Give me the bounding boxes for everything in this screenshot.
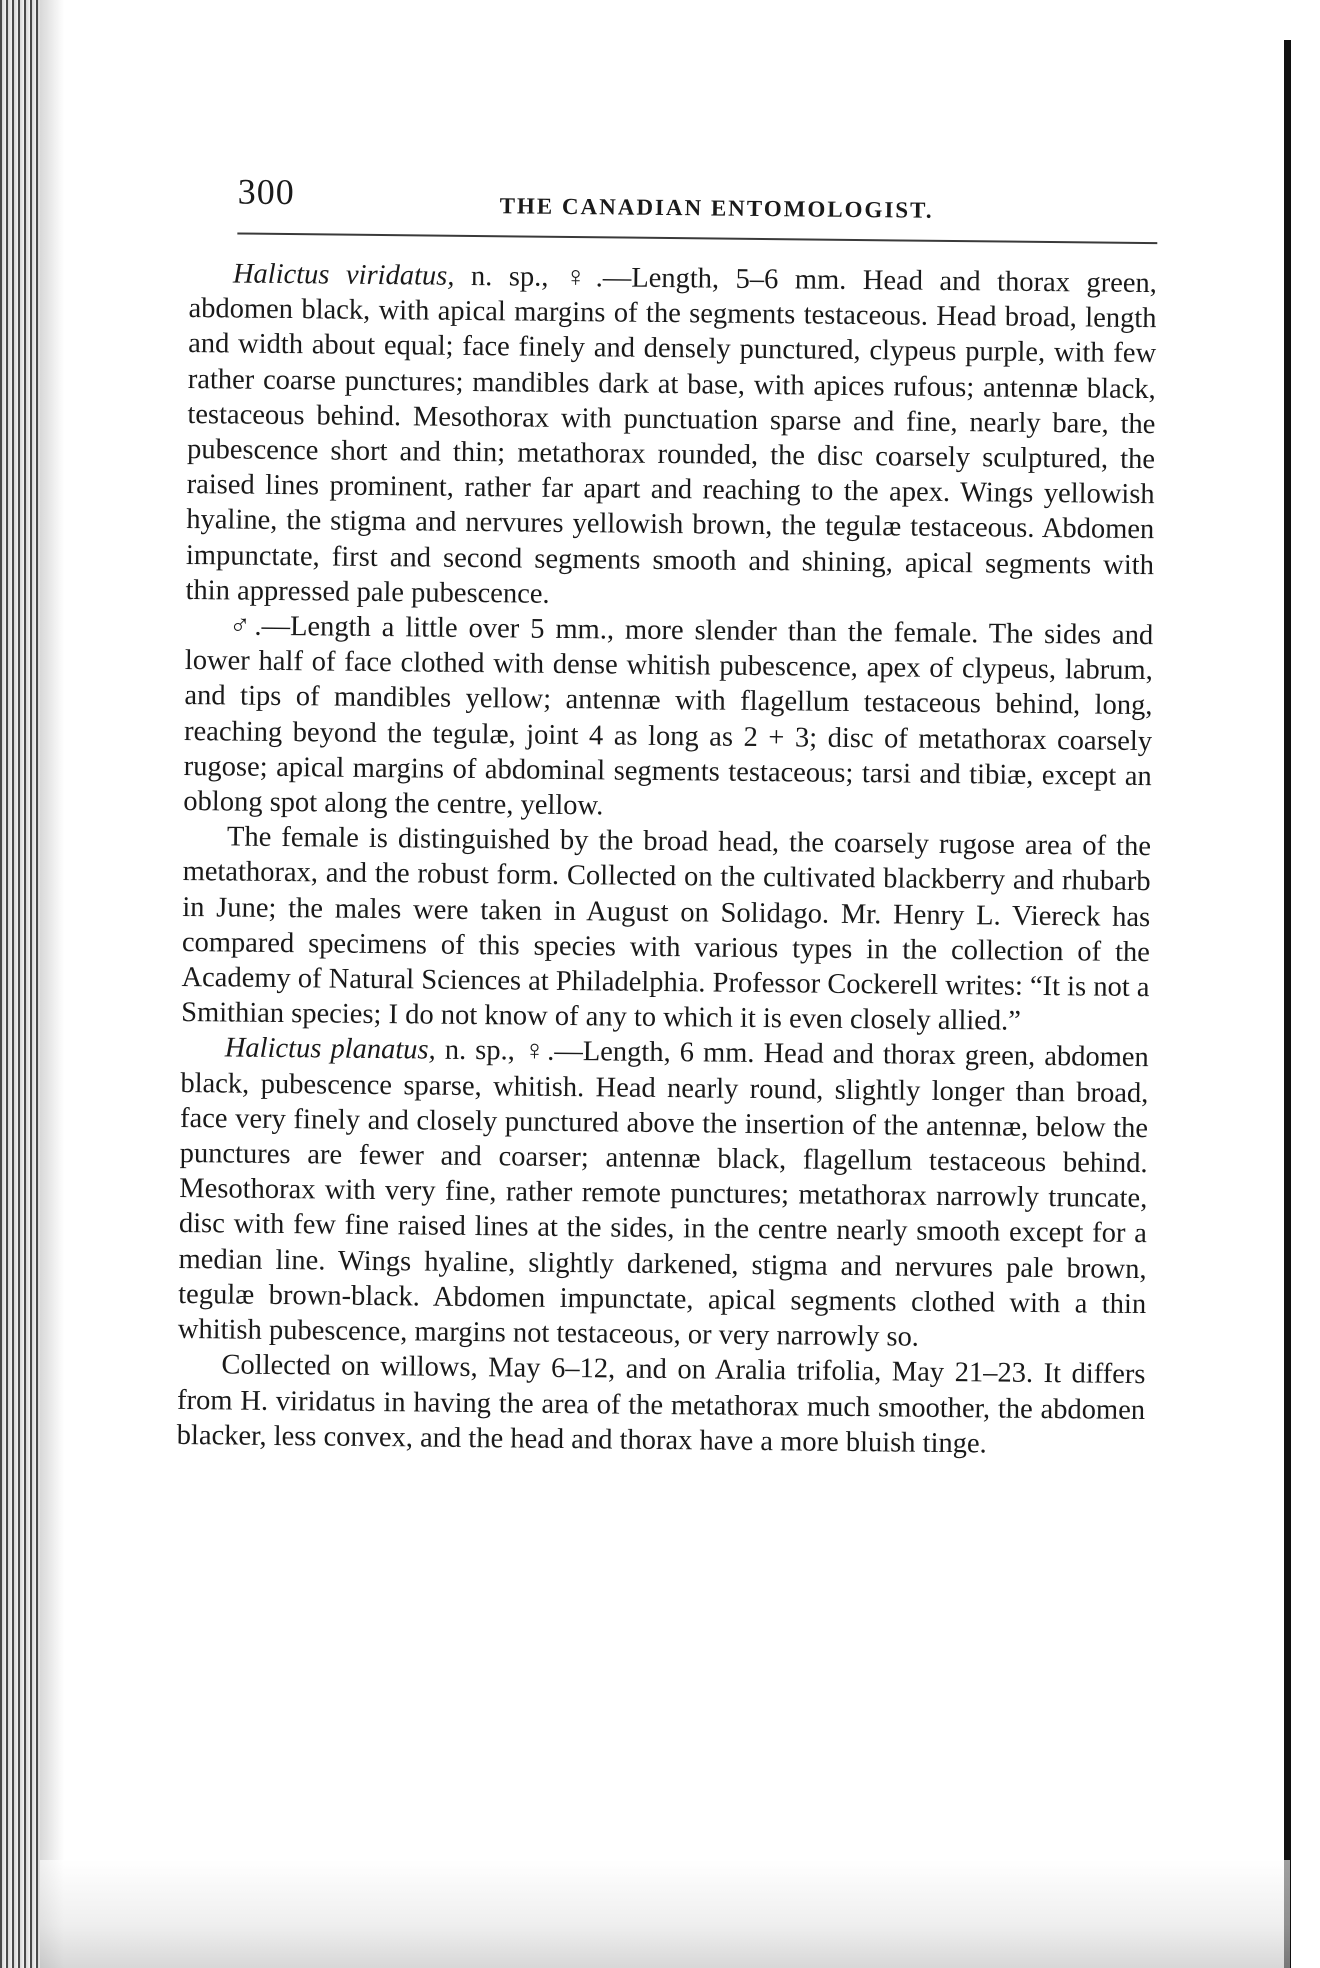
paragraph-text: Collected on willows, May 6–12, and on Aralia trifolia, May 21–23. It differs from H. viridatus in having the area of the metathorax much smoother, the abdomen blacker, less convex, and the head and thorax have a more bluish tinge. <box>176 1349 1146 1460</box>
paragraph-text: n. sp., ♀.—Length, 6 mm. Head and thorax green, abdomen black, pubescence sparse, whitish. Head nearly round, slightly longer than broad, face very finely and closely punctured above the insertion of the antennæ, below the punctures are fewer and coarser; antennæ black, flagellum testaceous behind. Mesothorax with very fine, rather remote punctures; metathorax narrowly truncate, disc with few fine raised lines at the sides, in the centre nearly smooth except for a median line. Wings hyaline, slightly darkened, stigma and nervures pale brown, tegulæ brown-black. Abdomen impunctate, apical segments clothed with a thin whitish pubescence, margins not testaceous, or very narrowly so. <box>177 1035 1149 1353</box>
paragraph-viridatus-notes <box>181 819 1151 1040</box>
page-number: 300 <box>237 171 295 213</box>
paragraph-viridatus-male <box>183 608 1153 829</box>
document-page <box>174 170 1180 1740</box>
page-edge-shadow <box>40 0 64 1968</box>
body-text <box>177 256 1157 1463</box>
paragraph-text: ♂.—Length a little over 5 mm., more slender than the female. The sides and lower half of face clothed with dense whitish pubescence, apex of clypeus, labrum, and tips of mandibles yellow; antennæ with flagellum testaceous behind, long, reaching beyond the tegulæ, joint 4 as long as 2 + 3; disc of metathorax coarsely rugose; apical margins of abdominal segments testaceous; tarsi and tibiæ, except an oblong spot along the centre, yellow. <box>183 610 1154 822</box>
paragraph-viridatus-female <box>185 256 1157 618</box>
bottom-page-shadow <box>40 1860 1290 1968</box>
paragraph-text: The female is distinguished by the broad head, the coarsely rugose area of the metathorax, and the robust form. Collected on the cultivated blackberry and rhubarb in June; the males were taken in August on Solidago. Mr. Henry L. Viereck has compared specimens of this species with various types in the collection of the Academy of Natural Sciences at Philadelphia. Professor Cockerell writes: “It is not a Smithian species; I do not know of any to which it is even closely allied.” <box>181 821 1152 1038</box>
running-title: THE CANADIAN ENTOMOLOGIST. <box>499 193 934 223</box>
species-name: Halictus viridatus, <box>232 258 455 292</box>
paragraph-planatus-notes <box>177 1347 1146 1463</box>
species-name: Halictus planatus, <box>224 1032 436 1067</box>
book-gutter-line <box>1284 40 1291 1968</box>
paragraph-text: n. sp., ♀.—Length, 5–6 mm. Head and thorax green, abdomen black, with apical margins of the segments testaceous. Head broad, length and width about equal; face finely and densely punctured, clypeus purple, with few rather coarse punctures; mandibles dark at base, with apices rufous; antennæ black, testaceous behind. Mesothorax with punctuation sparse and fine, nearly bare, the pubescence short and thin; metathorax rounded, the disc coarsely sculptured, the raised lines prominent, rather far apart and reaching to the apex. Wings yellowish hyaline, the stigma and nervures yellowish brown, the tegulæ testaceous. Abdomen impunctate, first and second segments smooth and shining, apical segments with thin appressed pale pubescence. <box>185 260 1158 610</box>
paragraph-planatus-female <box>178 1030 1149 1357</box>
header-rule <box>237 232 1157 244</box>
